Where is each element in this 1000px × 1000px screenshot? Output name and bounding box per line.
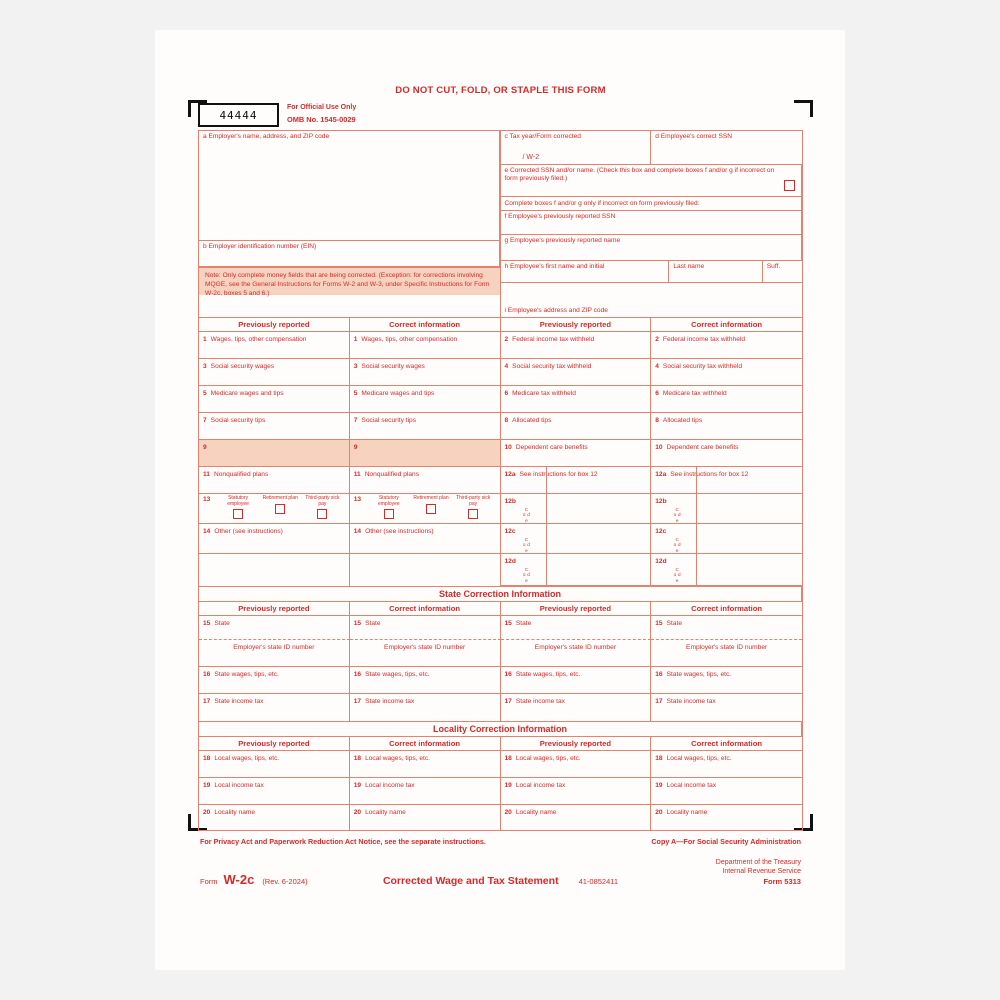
locality-header-prev-1: Previously reported: [199, 737, 350, 751]
box-13-retirement-checkbox[interactable]: [275, 504, 285, 514]
locality-row-19: [199, 778, 802, 805]
box-e-checkbox[interactable]: [784, 180, 795, 191]
state-header-prev-2: Previously reported: [501, 602, 652, 616]
money-row: [199, 359, 802, 386]
dept-line-2: Internal Revenue Service: [722, 868, 801, 876]
locality-row-20: [199, 805, 802, 830]
header-prev-2: Previously reported: [501, 318, 652, 332]
box-15-prev-1[interactable]: 15 State: [199, 616, 350, 640]
document-page: [155, 30, 845, 970]
form-body: [188, 100, 813, 831]
box-a-employer-name[interactable]: a Employer's name, address, and ZIP code: [199, 131, 500, 241]
money-row: [199, 467, 802, 494]
box-12c-code-label: C o d e: [522, 537, 531, 553]
box-g-prev-name[interactable]: g Employee's previously reported name: [501, 235, 803, 261]
box-19-prev-1[interactable]: 19 Local income tax: [199, 778, 350, 805]
box-b-ein[interactable]: b Employer identification number (EIN): [199, 241, 500, 267]
money-row: [199, 524, 802, 554]
box-1-prev[interactable]: 1 Wages, tips, other compensation: [199, 332, 350, 359]
box-13-statutory-label: Statutory employee: [227, 495, 249, 507]
state-row-16: [199, 667, 802, 694]
omb-number: OMB No. 1545-0029: [287, 114, 356, 124]
form-w2c: [188, 85, 813, 897]
state-id-prev-2[interactable]: Employer's state ID number: [501, 640, 652, 667]
box-13-retirement-checkbox[interactable]: [426, 504, 436, 514]
box-20-prev-2[interactable]: 20 Locality name: [501, 805, 652, 830]
box-20-prev-1[interactable]: 20 Locality name: [199, 805, 350, 830]
box-13-sickpay-checkbox[interactable]: [468, 509, 478, 519]
box-16-prev-1[interactable]: 16 State wages, tips, etc.: [199, 667, 350, 694]
state-header-corr-1: Correct information: [350, 602, 501, 616]
box-12a-prev[interactable]: 12a See instructions for box 12: [501, 467, 652, 494]
box-17-prev-2[interactable]: 17 State income tax: [501, 694, 652, 721]
box-8-corr[interactable]: 8 Allocated tips: [651, 413, 802, 440]
box-15-prev-2[interactable]: 15 State: [501, 616, 652, 640]
box-16-corr-2[interactable]: 16 State wages, tips, etc.: [651, 667, 802, 694]
locality-header-prev-2: Previously reported: [501, 737, 652, 751]
box-9-corr: 9: [350, 440, 501, 467]
form-number: Form 5313: [763, 876, 801, 886]
box-i-address[interactable]: i Employee's address and ZIP code: [504, 306, 608, 314]
box-16-corr-1[interactable]: 16 State wages, tips, etc.: [350, 667, 501, 694]
money-row: [199, 494, 802, 524]
box-11-prev[interactable]: 11 Nonqualified plans: [199, 467, 350, 494]
box-20-corr-2[interactable]: 20 Locality name: [655, 809, 708, 816]
box-3-corr[interactable]: 3 Social security wages: [350, 359, 501, 386]
corner-bracket-top-left: [188, 100, 207, 117]
box-13-prev[interactable]: 13 Statutory employee Retirement plan Third-party sick pay: [199, 494, 350, 524]
box-12d-corr[interactable]: 12d C o d e: [651, 554, 802, 586]
box-12c-prev[interactable]: 12c C o d e: [501, 524, 652, 554]
box-c-value: / W-2: [522, 154, 540, 161]
header-corr-2: Correct information: [651, 318, 802, 332]
box-f-prev-ssn[interactable]: f Employee's previously reported SSN: [501, 211, 803, 235]
box-h-first-name[interactable]: h Employee's first name and initial: [501, 261, 670, 283]
box-19-corr-1[interactable]: 19 Local income tax: [350, 778, 501, 805]
state-header-prev-1: Previously reported: [199, 602, 350, 616]
box-4-corr[interactable]: 4 Social security tax withheld: [651, 359, 802, 386]
box-12b-code-label: C o d e: [673, 507, 681, 523]
box-h-suffix[interactable]: Suff.: [763, 261, 802, 283]
box-16-prev-2[interactable]: 16 State wages, tips, etc.: [501, 667, 652, 694]
state-header-row: [199, 602, 802, 616]
box-e-corrected-ssn[interactable]: e Corrected SSN and/or name. (Check this box and complete boxes f and/or g if incorrect on form previously filed.): [501, 165, 803, 197]
locality-header-row: [199, 737, 802, 751]
box-5-corr[interactable]: 5 Medicare wages and tips: [350, 386, 501, 413]
form-title: Corrected Wage and Tax Statement: [382, 875, 559, 887]
box-6-corr[interactable]: 6 Medicare tax withheld: [651, 386, 802, 413]
box-18-prev-1[interactable]: 18 Local wages, tips, etc.: [199, 751, 350, 778]
box-18-corr-2[interactable]: 18 Local wages, tips, etc.: [651, 751, 802, 778]
box-17-corr-1[interactable]: 17 State income tax: [350, 694, 501, 721]
box-10-prev[interactable]: 10 Dependent care benefits: [501, 440, 652, 467]
locality-header-corr-1: Correct information: [350, 737, 501, 751]
locality-header-corr-2: Correct information: [651, 737, 802, 751]
box-14-corr[interactable]: 14 Other (see instructions): [350, 524, 501, 554]
control-number-box[interactable]: 44444: [198, 103, 279, 127]
state-row-17: [199, 694, 802, 721]
box-14-corr-continued[interactable]: [350, 554, 501, 586]
box-12b-code-label: C o d e: [522, 507, 531, 523]
catalog-number: 41-0852411: [578, 877, 619, 886]
money-row: [199, 440, 802, 467]
copy-label: Copy A—For Social Security Administration: [651, 837, 801, 846]
box-8-prev[interactable]: 8 Allocated tips: [501, 413, 652, 440]
box-13-statutory-label: Statutory employee: [377, 495, 400, 507]
box-h-last-name[interactable]: Last name: [669, 261, 762, 283]
box-14-prev[interactable]: 14 Other (see instructions): [199, 524, 350, 554]
state-id-prev-1[interactable]: Employer's state ID number: [199, 640, 350, 667]
box-9-prev: 9: [199, 440, 350, 467]
money-row: [199, 413, 802, 440]
box-2-prev[interactable]: 2 Federal income tax withheld: [501, 332, 652, 359]
box-10-corr[interactable]: 10 Dependent care benefits: [651, 440, 802, 467]
header-corr-1: Correct information: [350, 318, 501, 332]
box-12d-code-label: C o d e: [522, 567, 531, 583]
box-6-prev[interactable]: 6 Medicare tax withheld: [501, 386, 652, 413]
box-13-sickpay-label: Third-party sick pay: [305, 495, 340, 507]
box-13-retirement-label: Retirement plan: [413, 495, 449, 501]
privacy-notice: For Privacy Act and Paperwork Reduction Act Notice, see the separate instructions.: [200, 837, 486, 846]
box-c-tax-year[interactable]: c Tax year/Form corrected / W-2: [501, 131, 652, 165]
box-7-corr[interactable]: 7 Social security tips: [350, 413, 501, 440]
box-12a-corr[interactable]: 12a See instructions for box 12: [651, 467, 802, 494]
locality-row-18: [199, 751, 802, 778]
box-12c-corr[interactable]: 12c C o d e: [651, 524, 802, 554]
box-7-prev[interactable]: 7 Social security tips: [199, 413, 350, 440]
corner-bracket-top-right: [794, 100, 813, 117]
box-13-statutory-checkbox[interactable]: [384, 509, 394, 519]
box-4-prev[interactable]: 4 Social security tax withheld: [501, 359, 652, 386]
box-17-corr-2[interactable]: 17 State income tax: [655, 698, 716, 705]
box-12b-corr[interactable]: 12b C o d e: [651, 494, 802, 524]
box-19-prev-2[interactable]: 19 Local income tax: [501, 778, 652, 805]
box-13-sickpay-label: Third-party sick pay: [456, 495, 491, 507]
note-block: Note: Only complete money fields that are being corrected. (Exception: for corrections involving MQGE, see the General Instructions for Forms W-2 and W-3, under Specific Instructions for Form W-2c, boxes 5 and 6.): [199, 267, 501, 309]
box-12d-prev[interactable]: 12d C o d e: [501, 554, 652, 586]
box-15-corr-1[interactable]: 15 State: [350, 616, 501, 640]
money-row: [199, 554, 802, 586]
money-row: [199, 386, 802, 413]
money-section: [198, 318, 803, 587]
form-name: W-2c: [223, 872, 255, 887]
box-d-correct-ssn[interactable]: d Employee's correct SSN: [651, 131, 802, 165]
box-12c-code-label: C o d e: [673, 537, 681, 553]
money-header-row: [199, 318, 802, 332]
dept-line-1: Department of the Treasury: [715, 859, 801, 866]
state-row-15: [199, 616, 802, 640]
state-row-id: [199, 640, 802, 667]
box-17-prev-1[interactable]: 17 State income tax: [199, 694, 350, 721]
form-footer: [188, 837, 813, 897]
header-prev-1: Previously reported: [199, 318, 350, 332]
do-not-cut-notice: DO NOT CUT, FOLD, OR STAPLE THIS FORM: [395, 85, 606, 96]
box-20-corr-1[interactable]: 20 Locality name: [350, 805, 501, 830]
box-2-corr[interactable]: 2 Federal income tax withheld: [651, 332, 802, 359]
official-use-label: For Official Use Only: [287, 104, 357, 111]
state-id-corr-1[interactable]: Employer's state ID number: [350, 640, 501, 667]
box-e-subnote: Complete boxes f and/or g only if incorrect on form previously filed:: [501, 197, 803, 211]
state-correction-section: [198, 587, 803, 722]
identification-grid: [198, 130, 803, 318]
box-13-corr[interactable]: 13 Statutory employee Retirement plan Third-party sick pay: [350, 494, 501, 524]
box-11-corr[interactable]: 11 Nonqualified plans: [350, 467, 501, 494]
control-number-row: [198, 103, 803, 127]
box-5-prev[interactable]: 5 Medicare wages and tips: [199, 386, 350, 413]
box-12b-prev[interactable]: 12b C o d e: [501, 494, 652, 524]
box-12d-code-label: C o d e: [673, 567, 681, 583]
box-14-prev-continued[interactable]: [199, 554, 350, 586]
box-1-corr[interactable]: 1 Wages, tips, other compensation: [350, 332, 501, 359]
state-id-corr-2[interactable]: Employer's state ID number: [651, 640, 802, 667]
box-13-statutory-checkbox[interactable]: [233, 509, 243, 519]
box-19-corr-2[interactable]: 19 Local income tax: [651, 778, 802, 805]
state-header-corr-2: Correct information: [651, 602, 802, 616]
locality-section-title: Locality Correction Information: [199, 722, 802, 737]
box-13-sickpay-checkbox[interactable]: [317, 509, 327, 519]
locality-correction-section: [198, 722, 803, 831]
state-section-title: State Correction Information: [199, 587, 802, 602]
box-18-corr-1[interactable]: 18 Local wages, tips, etc.: [350, 751, 501, 778]
box-15-corr-2[interactable]: 15 State: [651, 616, 802, 640]
box-3-prev[interactable]: 3 Social security wages: [199, 359, 350, 386]
box-13-retirement-label: Retirement plan: [262, 495, 298, 501]
form-label: Form: [200, 877, 218, 886]
money-row: [199, 332, 802, 359]
form-revision: (Rev. 6-2024): [262, 877, 308, 886]
box-18-prev-2[interactable]: 18 Local wages, tips, etc.: [501, 751, 652, 778]
